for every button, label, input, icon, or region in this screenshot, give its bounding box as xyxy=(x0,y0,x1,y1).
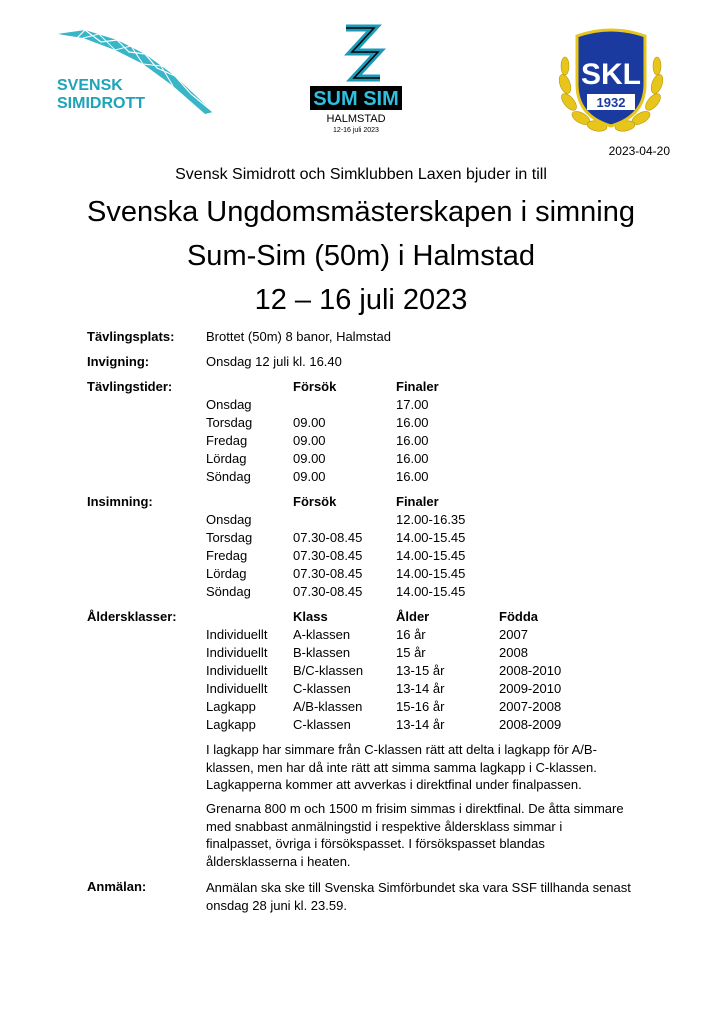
opening-label: Invigning: xyxy=(87,354,150,369)
distance-line-4: åldersklasserna i heaten. xyxy=(206,853,351,869)
competition-day: Lördag xyxy=(206,451,247,466)
relay-line-2: klassen, men har då inte rätt att simma samma lagkapp i C-klassen. xyxy=(206,759,597,775)
competition-finals: 16.00 xyxy=(396,469,429,484)
age-row-born: 2008-2010 xyxy=(499,663,562,678)
age-age-header: Ålder xyxy=(396,609,430,624)
sum-sim-logo xyxy=(308,22,404,134)
competition-day: Onsdag xyxy=(206,397,252,412)
age-row-type: Individuellt xyxy=(206,645,268,660)
venue-label: Tävlingsplats: xyxy=(87,329,175,344)
age-row-type: Lagkapp xyxy=(206,699,256,714)
title-line-2: Sum-Sim (50m) i Halmstad xyxy=(186,240,536,272)
distance-paragraph xyxy=(206,800,636,870)
age-row-born: 2008-2009 xyxy=(499,717,562,732)
age-row-type: Individuellt xyxy=(206,663,268,678)
opening-value: Onsdag 12 juli kl. 16.40 xyxy=(206,354,342,369)
relay-line-3: Lagkapperna kommer att avverkas i direktfinal under finalpassen. xyxy=(206,777,582,792)
age-row-age: 13-14 år xyxy=(396,717,445,732)
warmup-heats: 07.30-08.45 xyxy=(293,584,363,599)
distance-line-1: Grenarna 800 m och 1500 m frisim simmas i direktfinal. De åtta simmare xyxy=(206,801,624,816)
age-row-type: Individuellt xyxy=(206,681,268,696)
warmup-finals: 14.00-15.45 xyxy=(396,530,466,545)
warmup-finals: 12.00-16.35 xyxy=(396,512,466,527)
competition-day: Torsdag xyxy=(206,415,253,430)
warmup-day: Torsdag xyxy=(206,530,253,545)
svensk-simidrott-logo xyxy=(55,28,215,118)
logo-left-line1: SVENSK xyxy=(57,77,123,94)
registration-line-1: Anmälan ska ske till Svenska Simförbundet ska vara SSF tillhanda senast xyxy=(206,880,631,895)
title-line-3: 12 – 16 juli 2023 xyxy=(254,284,468,316)
competition-finals-header: Finaler xyxy=(396,379,439,394)
distance-line-2: med snabbast anmälningstid i respektive åldersklass simmar i xyxy=(206,818,563,834)
warmup-finals: 14.00-15.45 xyxy=(396,584,466,599)
age-row-class: B-klassen xyxy=(293,645,351,660)
age-row-born: 2007-2008 xyxy=(499,699,562,714)
logo-right-year: 1932 xyxy=(596,95,626,110)
warmup-heats: 07.30-08.45 xyxy=(293,548,363,563)
age-row-age: 16 år xyxy=(396,627,426,642)
logo-mid-dates: 12-16 juli 2023 xyxy=(333,127,379,134)
warmup-day: Lördag xyxy=(206,566,247,581)
competition-times-label: Tävlingstider: xyxy=(87,379,173,394)
registration-label: Anmälan: xyxy=(87,879,147,894)
age-row-age: 15 år xyxy=(396,645,426,660)
warmup-day: Söndag xyxy=(206,584,251,599)
title-line-1: Svenska Ungdomsmästerskapen i simning xyxy=(86,196,636,228)
warmup-finals: 14.00-15.45 xyxy=(396,548,466,563)
warmup-label: Insimning: xyxy=(87,494,153,509)
competition-heats: 09.00 xyxy=(293,469,326,484)
age-row-age: 13-15 år xyxy=(396,663,445,678)
age-row-class: C-klassen xyxy=(293,717,351,732)
warmup-heats-header: Försök xyxy=(293,494,337,509)
age-row-type: Individuellt xyxy=(206,627,268,642)
skl-logo xyxy=(555,22,667,134)
competition-finals: 16.00 xyxy=(396,451,429,466)
age-row-class: A-klassen xyxy=(293,627,351,642)
competition-heats: 09.00 xyxy=(293,433,326,448)
logo-mid-title: SUM SIM xyxy=(313,88,399,110)
relay-paragraph xyxy=(206,741,636,794)
age-row-type: Lagkapp xyxy=(206,717,256,732)
venue-value: Brottet (50m) 8 banor, Halmstad xyxy=(206,329,391,344)
competition-heats: 09.00 xyxy=(293,415,326,430)
warmup-heats: 07.30-08.45 xyxy=(293,566,363,581)
competition-day: Fredag xyxy=(206,433,248,448)
age-class-header: Klass xyxy=(293,609,328,624)
warmup-day: Onsdag xyxy=(206,512,252,527)
age-born-header: Födda xyxy=(499,609,538,624)
distance-line-3: finalpasset, övriga i försökspasset. I försökspasset blandas xyxy=(206,836,545,851)
intro-text: Svensk Simidrott och Simklubben Laxen bjuder in till xyxy=(175,166,547,183)
warmup-finals-header: Finaler xyxy=(396,494,439,509)
competition-heats: 09.00 xyxy=(293,451,326,466)
age-row-class: B/C-klassen xyxy=(293,663,364,678)
registration-line-2: onsdag 28 juni kl. 23.59. xyxy=(206,897,347,913)
age-row-class: C-klassen xyxy=(293,681,351,696)
age-row-born: 2009-2010 xyxy=(499,681,562,696)
document-date: 2023-04-20 xyxy=(608,144,670,158)
relay-line-1: I lagkapp har simmare från C-klassen rätt att delta i lagkapp för A/B- xyxy=(206,742,597,757)
logo-right-text: SKL xyxy=(581,58,641,91)
warmup-day: Fredag xyxy=(206,548,248,563)
competition-heats-header: Försök xyxy=(293,379,337,394)
age-row-class: A/B-klassen xyxy=(293,699,363,714)
age-classes-label: Åldersklasser: xyxy=(87,609,177,624)
logo-mid-city: HALMSTAD xyxy=(326,113,386,125)
competition-finals: 16.00 xyxy=(396,415,429,430)
warmup-finals: 14.00-15.45 xyxy=(396,566,466,581)
competition-finals: 16.00 xyxy=(396,433,429,448)
competition-finals: 17.00 xyxy=(396,397,429,412)
age-row-age: 13-14 år xyxy=(396,681,445,696)
age-row-age: 15-16 år xyxy=(396,699,445,714)
competition-day: Söndag xyxy=(206,469,251,484)
registration-text xyxy=(206,879,636,914)
warmup-heats: 07.30-08.45 xyxy=(293,530,363,545)
age-row-born: 2008 xyxy=(499,645,528,660)
age-row-born: 2007 xyxy=(499,627,528,642)
logo-left-line2: SIMIDROTT xyxy=(57,95,145,112)
